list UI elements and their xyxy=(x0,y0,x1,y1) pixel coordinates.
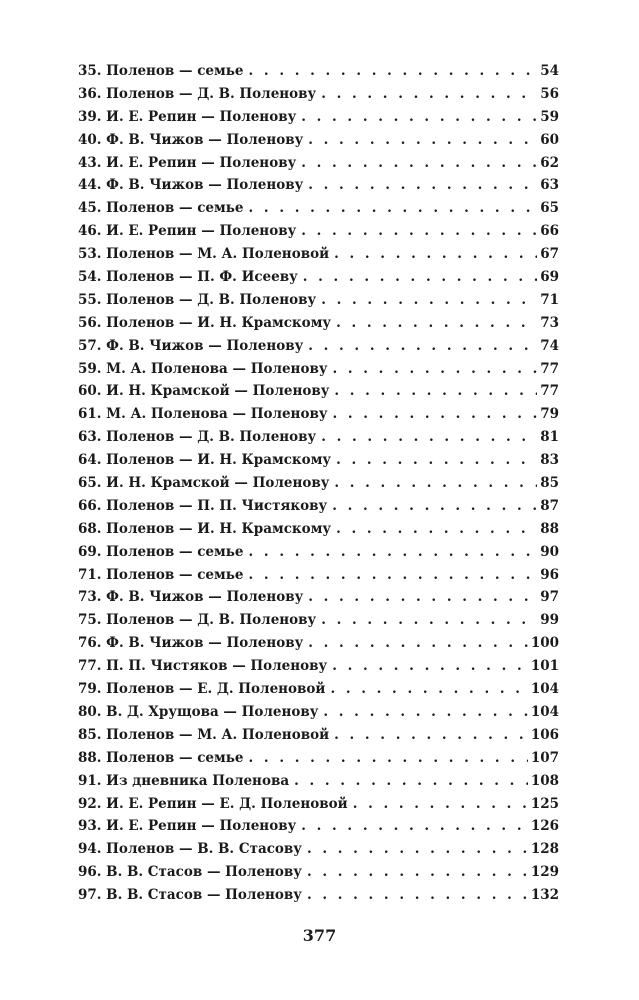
dot-leader xyxy=(249,564,538,587)
dot-leader xyxy=(332,495,537,518)
toc-entry xyxy=(78,197,559,220)
toc-entry-page: 85 xyxy=(540,475,559,492)
toc-entry xyxy=(78,83,559,106)
dot-leader xyxy=(321,289,537,312)
toc-entry-page: 125 xyxy=(530,795,559,812)
toc-entry xyxy=(78,793,559,816)
table-of-contents xyxy=(78,60,559,907)
toc-entry xyxy=(78,403,559,426)
toc-entry-page: 96 xyxy=(540,566,559,583)
dot-leader xyxy=(307,838,528,861)
toc-entry-title: 65. И. Н. Крамской — Поленову xyxy=(78,475,330,492)
dot-leader xyxy=(294,770,528,793)
toc-entry-page: 67 xyxy=(540,246,559,263)
toc-entry-title: 53. Поленов — М. А. Поленовой xyxy=(78,246,330,263)
toc-entry-page: 128 xyxy=(530,841,559,858)
dot-leader xyxy=(301,815,528,838)
toc-entry xyxy=(78,289,559,312)
toc-entry-title: 56. Поленов — И. Н. Крамскому xyxy=(78,314,332,331)
toc-entry xyxy=(78,770,559,793)
dot-leader xyxy=(307,861,528,884)
toc-entry xyxy=(78,335,559,358)
toc-entry-page: 108 xyxy=(530,772,559,789)
dot-leader xyxy=(308,586,537,609)
toc-entry-title: 92. И. Е. Репин — Е. Д. Поленовой xyxy=(78,795,348,812)
toc-entry-title: 59. М. А. Поленова — Поленову xyxy=(78,360,328,377)
toc-entry-page: 97 xyxy=(540,589,559,606)
toc-entry-title: 57. Ф. В. Чижов — Поленову xyxy=(78,337,304,354)
toc-entry-page: 63 xyxy=(540,177,559,194)
toc-entry-title: 88. Поленов — семье xyxy=(78,749,244,766)
toc-entry-page: 77 xyxy=(540,360,559,377)
toc-entry xyxy=(78,609,559,632)
dot-leader xyxy=(336,518,537,541)
toc-entry xyxy=(78,861,559,884)
toc-entry-page: 79 xyxy=(540,406,559,423)
toc-entry-page: 77 xyxy=(540,383,559,400)
toc-entry xyxy=(78,838,559,861)
toc-entry xyxy=(78,220,559,243)
toc-entry-title: 94. Поленов — В. В. Стасову xyxy=(78,841,302,858)
toc-entry-page: 104 xyxy=(530,681,559,698)
toc-entry-page: 101 xyxy=(530,658,559,675)
toc-entry-title: 36. Поленов — Д. В. Поленову xyxy=(78,85,317,102)
toc-entry-page: 90 xyxy=(540,543,559,560)
toc-entry-page: 56 xyxy=(540,85,559,102)
toc-entry xyxy=(78,106,559,129)
toc-entry-title: 77. П. П. Чистяков — Поленову xyxy=(78,658,328,675)
toc-entry xyxy=(78,129,559,152)
toc-entry xyxy=(78,60,559,83)
dot-leader xyxy=(334,380,537,403)
toc-entry-title: 93. И. Е. Репин — Поленову xyxy=(78,818,297,835)
toc-entry-title: 60. И. Н. Крамской — Поленову xyxy=(78,383,330,400)
toc-entry-page: 71 xyxy=(540,291,559,308)
toc-entry-title: 46. И. Е. Репин — Поленову xyxy=(78,223,297,240)
toc-entry xyxy=(78,312,559,335)
dot-leader xyxy=(249,747,528,770)
toc-entry xyxy=(78,380,559,403)
dot-leader xyxy=(308,632,528,655)
toc-entry-title: 55. Поленов — Д. В. Поленову xyxy=(78,291,317,308)
dot-leader xyxy=(301,106,537,129)
toc-entry-page: 65 xyxy=(540,200,559,217)
toc-entry xyxy=(78,815,559,838)
toc-entry-title: 96. В. В. Стасов — Поленову xyxy=(78,864,302,881)
toc-entry xyxy=(78,152,559,175)
toc-entry-page: 69 xyxy=(540,269,559,286)
toc-entry xyxy=(78,174,559,197)
toc-entry xyxy=(78,564,559,587)
dot-leader xyxy=(249,197,538,220)
toc-entry xyxy=(78,266,559,289)
dot-leader xyxy=(303,266,537,289)
dot-leader xyxy=(301,152,537,175)
toc-entry xyxy=(78,472,559,495)
dot-leader xyxy=(353,793,528,816)
toc-entry-page: 129 xyxy=(530,864,559,881)
toc-entry-title: 91. Из дневника Поленова xyxy=(78,772,290,789)
toc-entry-title: 66. Поленов — П. П. Чистякову xyxy=(78,497,328,514)
toc-entry-page: 132 xyxy=(530,887,559,904)
dot-leader xyxy=(334,724,528,747)
toc-entry-title: 54. Поленов — П. Ф. Исееву xyxy=(78,269,298,286)
toc-entry-title: 76. Ф. В. Чижов — Поленову xyxy=(78,635,304,652)
toc-entry xyxy=(78,426,559,449)
page-number: 377 xyxy=(302,926,337,945)
toc-entry xyxy=(78,541,559,564)
toc-entry-title: 61. М. А. Поленова — Поленову xyxy=(78,406,328,423)
toc-entry-title: 44. Ф. В. Чижов — Поленову xyxy=(78,177,304,194)
dot-leader xyxy=(332,358,537,381)
dot-leader xyxy=(249,541,538,564)
toc-entry xyxy=(78,655,559,678)
toc-entry-page: 59 xyxy=(540,108,559,125)
toc-entry-title: 45. Поленов — семье xyxy=(78,200,244,217)
toc-entry-title: 40. Ф. В. Чижов — Поленову xyxy=(78,131,304,148)
dot-leader xyxy=(321,609,537,632)
toc-entry xyxy=(78,747,559,770)
toc-entry-page: 104 xyxy=(530,703,559,720)
toc-entry-title: 79. Поленов — Е. Д. Поленовой xyxy=(78,681,326,698)
toc-entry-page: 87 xyxy=(540,497,559,514)
toc-entry-title: 80. В. Д. Хрущова — Поленову xyxy=(78,703,319,720)
toc-entry-page: 107 xyxy=(530,749,559,766)
toc-entry xyxy=(78,632,559,655)
toc-entry-title: 39. И. Е. Репин — Поленову xyxy=(78,108,297,125)
dot-leader xyxy=(321,83,537,106)
dot-leader xyxy=(249,60,538,83)
toc-entry xyxy=(78,495,559,518)
toc-entry-page: 81 xyxy=(540,429,559,446)
toc-entry-page: 66 xyxy=(540,223,559,240)
toc-entry-title: 35. Поленов — семье xyxy=(78,63,244,79)
dot-leader xyxy=(308,335,537,358)
toc-entry xyxy=(78,586,559,609)
toc-entry-title: 43. И. Е. Репин — Поленову xyxy=(78,154,297,171)
toc-entry-title: 71. Поленов — семье xyxy=(78,566,244,583)
dot-leader xyxy=(321,426,537,449)
dot-leader xyxy=(336,312,537,335)
dot-leader xyxy=(332,655,528,678)
toc-entry-page: 126 xyxy=(530,818,559,835)
toc-entry-title: 63. Поленов — Д. В. Поленову xyxy=(78,429,317,446)
toc-entry-title: 73. Ф. В. Чижов — Поленову xyxy=(78,589,304,606)
dot-leader xyxy=(330,678,527,701)
toc-entry-title: 68. Поленов — И. Н. Крамскому xyxy=(78,520,332,537)
toc-entry xyxy=(78,449,559,472)
toc-entry xyxy=(78,884,559,907)
toc-entry-page: 83 xyxy=(540,452,559,469)
toc-entry xyxy=(78,358,559,381)
toc-entry-title: 75. Поленов — Д. В. Поленову xyxy=(78,612,317,629)
toc-entry-page: 54 xyxy=(540,63,559,79)
toc-entry xyxy=(78,243,559,266)
dot-leader xyxy=(323,701,527,724)
toc-entry-page: 60 xyxy=(540,131,559,148)
dot-leader xyxy=(307,884,528,907)
toc-entry-page: 73 xyxy=(540,314,559,331)
dot-leader xyxy=(332,403,537,426)
dot-leader xyxy=(336,449,537,472)
toc-entry xyxy=(78,518,559,541)
dot-leader xyxy=(334,243,537,266)
dot-leader xyxy=(301,220,537,243)
toc-entry-title: 64. Поленов — И. Н. Крамскому xyxy=(78,452,332,469)
dot-leader xyxy=(308,129,537,152)
toc-entry-page: 74 xyxy=(540,337,559,354)
dot-leader xyxy=(334,472,537,495)
toc-entry-page: 106 xyxy=(530,726,559,743)
toc-entry-title: 97. В. В. Стасов — Поленову xyxy=(78,887,302,904)
dot-leader xyxy=(308,174,537,197)
toc-entry-page: 88 xyxy=(540,520,559,537)
toc-entry-page: 99 xyxy=(540,612,559,629)
toc-entry xyxy=(78,701,559,724)
toc-entry xyxy=(78,678,559,701)
toc-entry-title: 69. Поленов — семье xyxy=(78,543,244,560)
toc-entry-title: 85. Поленов — М. А. Поленовой xyxy=(78,726,330,743)
toc-entry-page: 100 xyxy=(530,635,559,652)
toc-entry-page: 62 xyxy=(540,154,559,171)
toc-entry xyxy=(78,724,559,747)
